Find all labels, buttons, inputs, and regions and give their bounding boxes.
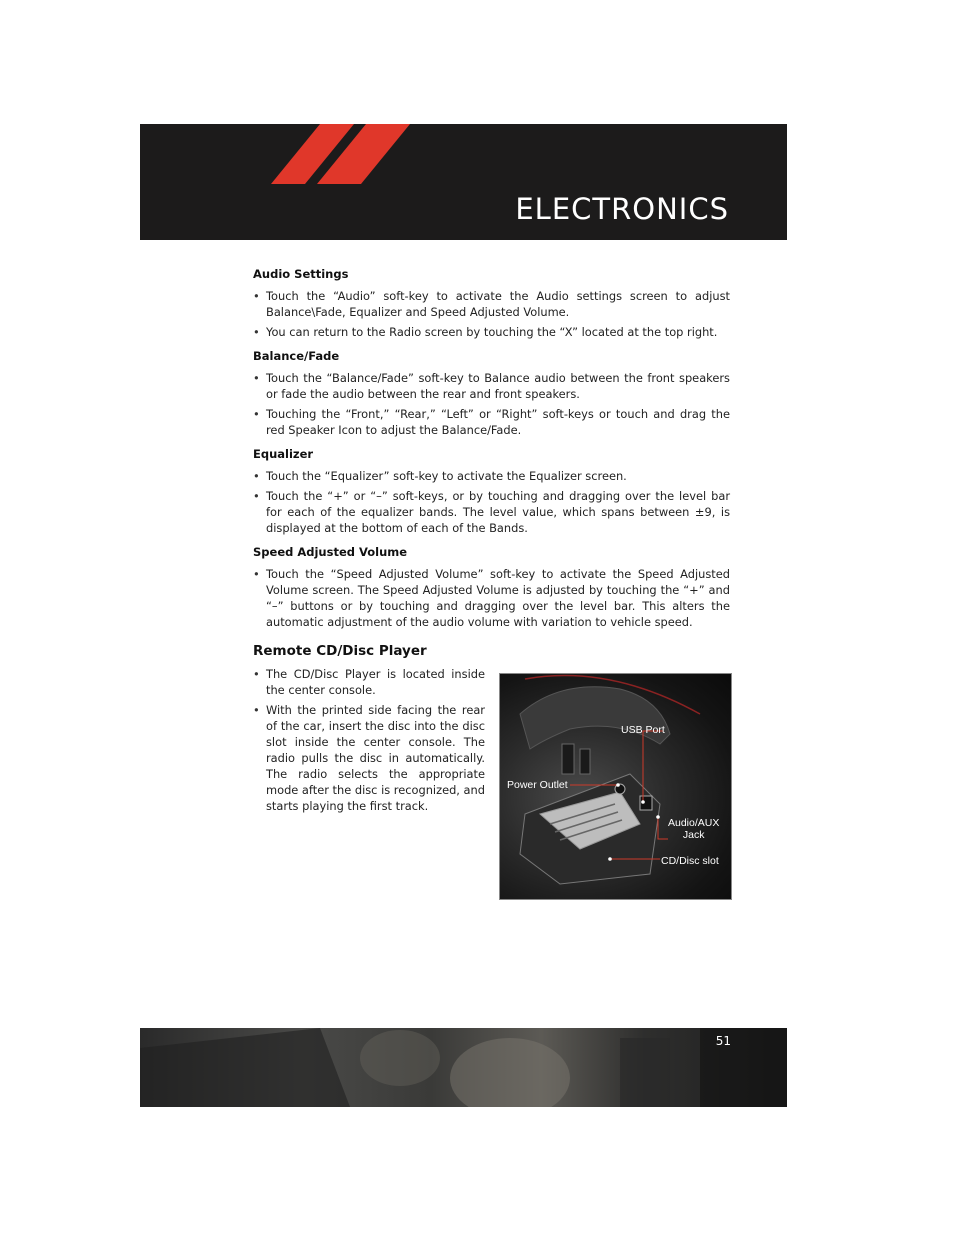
balance-fade-heading: Balance/Fade (253, 349, 340, 363)
section-title: ELECTRONICS (515, 192, 729, 226)
list-item: • You can return to the Radio screen by touching the “X” located at the top right. (253, 324, 730, 340)
audio-settings-list (253, 288, 730, 340)
list-item: • Touch the “Speed Adjusted Volume” soft-key to activate the Speed Adjusted Volume screen. The Speed Adjusted Volume is adjusted by touching the “+” and “–” buttons or by touching and dragging over the level bar. This alters the automatic adjustment of the audio volume with variation to vehicle speed. (253, 566, 730, 630)
audio-aux-label-line1: Audio/AUX (668, 817, 720, 829)
balance-fade-list (253, 370, 730, 438)
audio-aux-label (668, 817, 719, 841)
list-item: • With the printed side facing the rear of the car, insert the disc into the disc slot inside the center console. The radio pulls the disc in automatically. The radio selects the appropriate mode after the disc is recognized, and starts playing the first track. (253, 702, 485, 814)
equalizer-list (253, 468, 730, 536)
list-item: • Touch the “Audio” soft-key to activate the Audio settings screen to adjust Balance\Fade, Equalizer and Speed Adjusted Volume. (253, 288, 730, 320)
page-number: 51 (715, 1034, 731, 1048)
brand-stripes-icon (270, 124, 420, 184)
remote-cd-heading: Remote CD/Disc Player (253, 643, 427, 659)
list-item: • The CD/Disc Player is located inside the center console. (253, 666, 485, 698)
page-footer (140, 1028, 787, 1107)
speed-adjusted-volume-heading: Speed Adjusted Volume (253, 545, 408, 559)
page-header (140, 124, 787, 240)
cd-slot-label: CD/Disc slot (661, 855, 719, 867)
footer-background-image (140, 1028, 787, 1107)
list-item: • Touch the “+” or “–” soft-keys, or by touching and dragging over the level bar for each of the equalizer bands. The level value, which spans between ±9, is displayed at the bottom of each of the Bands. (253, 488, 730, 536)
remote-cd-text (253, 666, 485, 814)
usb-port-label: USB Port (621, 724, 665, 736)
speed-adjusted-volume-list (253, 566, 730, 630)
list-item: • Touch the “Equalizer” soft-key to activate the Equalizer screen. (253, 468, 730, 484)
remote-cd-list (253, 666, 485, 814)
equalizer-heading: Equalizer (253, 447, 314, 461)
power-outlet-label: Power Outlet (507, 779, 568, 791)
audio-aux-label-line2: Jack (682, 829, 705, 841)
list-item: • Touch the “Balance/Fade” soft-key to Balance audio between the front speakers or fade the audio between the rear and front speakers. (253, 370, 730, 402)
center-console-photo (499, 673, 732, 900)
list-item: • Touching the “Front,” “Rear,” “Left” or “Right” soft-keys or touch and drag the red Speaker Icon to adjust the Balance/Fade. (253, 406, 730, 438)
audio-settings-heading: Audio Settings (253, 267, 349, 281)
